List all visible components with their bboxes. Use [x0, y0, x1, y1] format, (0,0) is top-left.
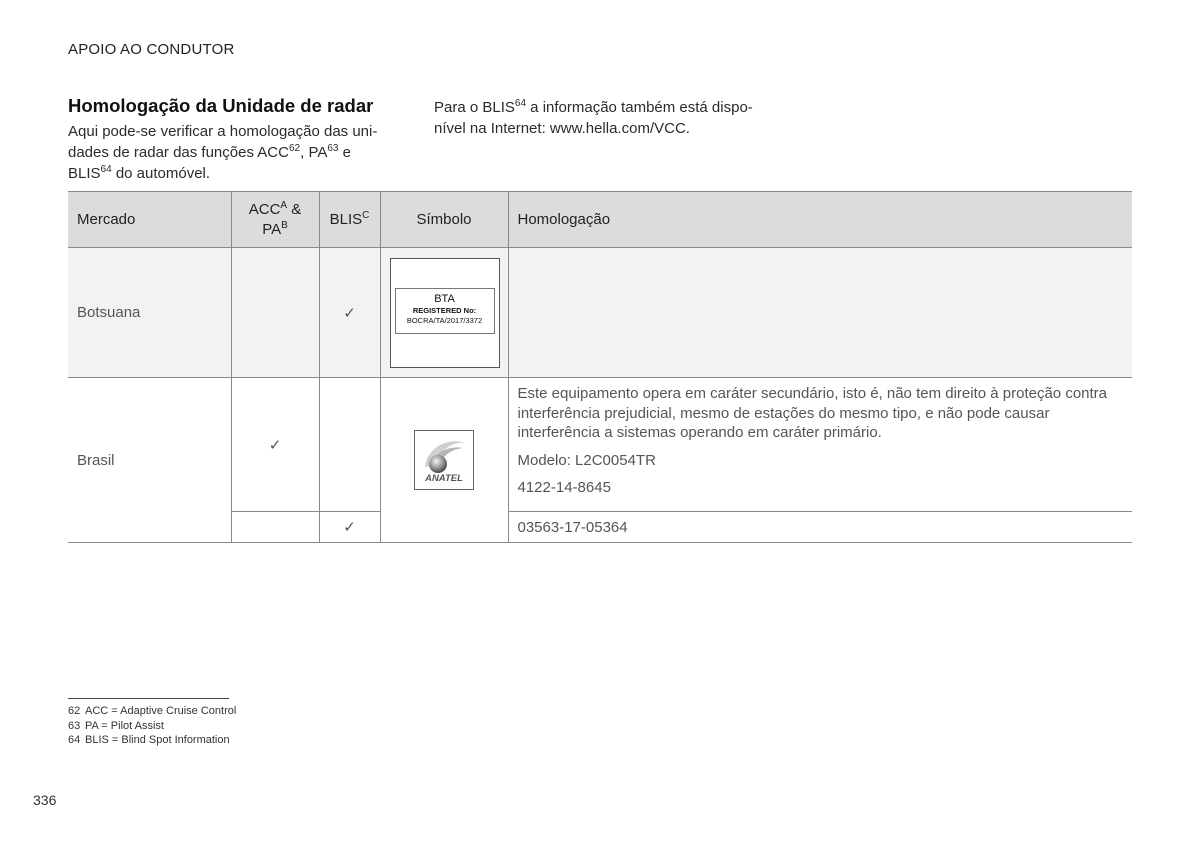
footnote-ref-64: 64 [100, 164, 112, 175]
bta-label-inner [395, 288, 495, 334]
footnote-divider [68, 698, 229, 699]
cell-market-botsuana: Botsuana [68, 248, 231, 378]
cell-symbol-brasil [380, 378, 508, 543]
bta-label-title: BTA [434, 292, 455, 305]
homologation-number-blis: 03563-17-05364 [508, 512, 1132, 543]
anatel-notice: Este equipamento opera em caráter secundário, isto é, não tem direito à proteção contra interferência prejudicial, mesmo de estações do mesmo tipo, e não pode causar interferência a sistemas operando em caráter primário. [517, 385, 1108, 441]
check-mark-icon: ✓ [319, 512, 380, 543]
anatel-logo-icon [414, 430, 474, 490]
bta-label-number: BOCRA/TA/2017/3372 [406, 315, 483, 325]
footnote-text: ACC = Adaptive Cruise Control [85, 705, 237, 717]
intro-text-4: do automóvel. [111, 165, 211, 182]
footnote-ref-62: 62 [288, 143, 301, 154]
header-acc: ACC [248, 200, 281, 218]
header-pa-sup: B [281, 219, 288, 231]
footnote-number: 62 [68, 705, 81, 717]
header-acc-amp: & [287, 200, 302, 218]
intro-paragraph [68, 121, 398, 184]
table-row-botsuana [68, 248, 1132, 378]
anatel-logo-text: ANATEL [425, 473, 463, 484]
table-header-row [68, 192, 1132, 248]
model-number: Modelo: L2C0054TR [517, 451, 656, 469]
page-number: 336 [33, 792, 57, 808]
section-header: APOIO AO CONDUTOR [68, 41, 235, 58]
header-homologacao: Homologação [508, 192, 1132, 248]
cell-homologation-brasil [508, 378, 1132, 512]
cell-acc-pa-brasil-2 [231, 512, 319, 543]
header-pa: PA [262, 220, 282, 238]
footnote-63 [68, 719, 236, 734]
header-blis [319, 192, 380, 248]
homologation-table [68, 191, 1132, 543]
footnote-64 [68, 733, 236, 748]
intro-text-3: e BLIS [68, 144, 351, 182]
cell-homologation-botsuana [508, 248, 1132, 378]
side-note [434, 97, 774, 139]
brasil-homologation-text [509, 378, 1133, 498]
cell-blis-brasil-1 [319, 378, 380, 512]
homologation-number-acc-pa: 4122-14-8645 [517, 479, 611, 496]
footnote-text: PA = Pilot Assist [85, 719, 164, 732]
footnotes [68, 704, 236, 748]
intro-text-1: Aqui pode-se verificar a homologação das uni-dades de radar das funções ACC [68, 123, 378, 161]
footnote-text: BLIS = Blind Spot Information [85, 734, 230, 746]
header-blis-text: BLIS [329, 211, 363, 228]
header-mercado: Mercado [68, 192, 231, 248]
bta-label-image [390, 258, 500, 368]
table-row-brasil [68, 378, 1132, 512]
bta-label-registered: REGISTERED No: [412, 305, 477, 315]
side-note-text-2: a informação também está dispo-nível na Internet: www.hella.com/VCC. [434, 99, 753, 137]
footnote-62 [68, 704, 236, 719]
header-acc-sup: A [280, 199, 288, 211]
cell-symbol-botsuana [380, 248, 508, 378]
side-note-text-1: Para o BLIS [434, 99, 515, 116]
footnote-number: 63 [68, 719, 81, 732]
header-simbolo: Símbolo [380, 192, 508, 248]
check-mark-icon: ✓ [231, 378, 319, 512]
check-mark-icon: ✓ [319, 248, 380, 378]
header-blis-sup: C [362, 210, 370, 221]
footnote-ref-64-side: 64 [514, 98, 527, 109]
footnote-ref-63: 63 [327, 143, 339, 154]
footnote-number: 64 [68, 734, 81, 746]
cell-market-brasil: Brasil [68, 378, 231, 543]
anatel-logo-graphic [415, 431, 473, 489]
intro-text-2: , PA [300, 144, 328, 161]
cell-acc-pa-botsuana [231, 248, 319, 378]
header-acc-pa [231, 192, 319, 248]
section-heading: Homologação da Unidade de radar [68, 95, 374, 116]
